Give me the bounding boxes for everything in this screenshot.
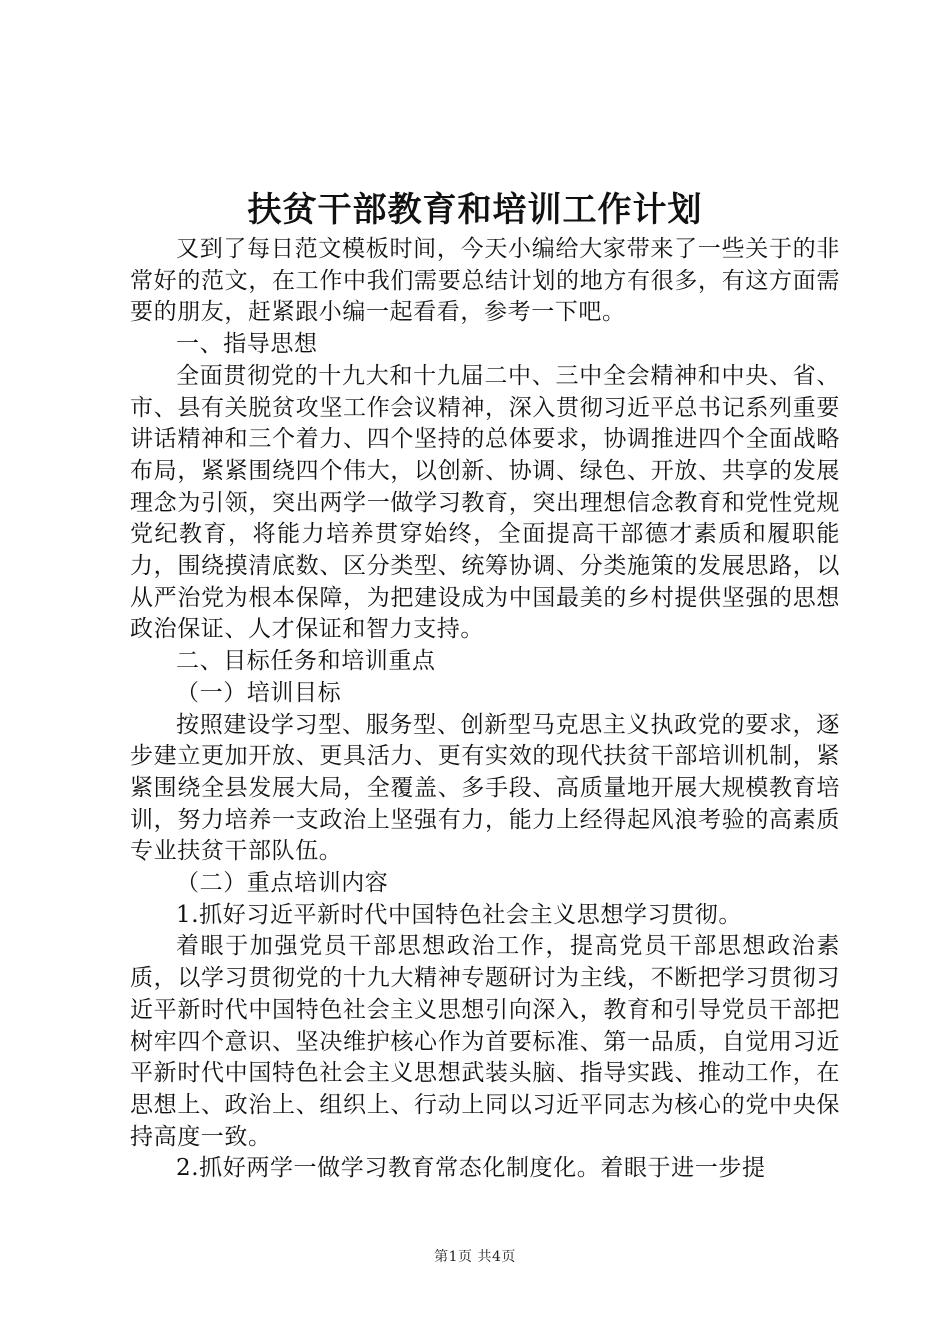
body-paragraph: 按照建设学习型、服务型、创新型马克思主义执政党的要求，逐步建立更加开放、更具活力、更有实效的现代扶贫干部培训机制，紧紧围绕全县发展大局，全覆盖、多手段、高质量地开展大规模教育培训，努力培养一支政治上坚强有力，能力上经得起风浪考验的高素质专业扶贫干部队伍。 bbox=[130, 711, 840, 865]
body-paragraph: 全面贯彻党的十九大和十九届二中、三中全会精神和中央、省、市、县有关脱贫攻坚工作会议精神，深入贯彻习近平总书记系列重要讲话精神和三个着力、四个坚持的总体要求，协调推进四个全面战略布局，紧紧围绕四个伟大，以创新、协调、绿色、开放、共享的发展理念为引领，突出两学一做学习教育，突出理想信念教育和党性党规党纪教育，将能力培养贯穿始终，全面提高干部德才素质和履职能力，围绕摸清底数、区分类型、统筹协调、分类施策的发展思路，以从严治党为根本保障，为把建设成为中国最美的乡村提供坚强的思想政治保证、人才保证和智力支持。 bbox=[130, 362, 840, 643]
document-title: 扶贫干部教育和培训工作计划 bbox=[247, 190, 703, 230]
page-number-footer: 第1页 共4页 bbox=[434, 1249, 516, 1265]
section-heading-guiding-ideology: 一、指导思想 bbox=[176, 331, 318, 358]
subsection-heading-key-content: （二）重点培训内容 bbox=[176, 870, 389, 897]
body-paragraph: 着眼于加强党员干部思想政治工作，提高党员干部思想政治素质，以学习贯彻党的十九大精神专题研讨为主线，不断把学习贯彻习近平新时代中国特色社会主义思想引向深入，教育和引导党员干部把树牢四个意识、坚决维护核心作为首要标准、第一品质，自觉用习近平新时代中国特色社会主义思想武装头脑、指导实践、推动工作，在思想上、政治上、组织上、行动上同以习近平同志为核心的党中央保持高度一致。 bbox=[130, 933, 840, 1150]
subsection-heading-training-goals: （一）培训目标 bbox=[176, 679, 342, 706]
document-body bbox=[130, 234, 840, 1185]
intro-paragraph: 又到了每日范文模板时间，今天小编给大家带来了一些关于的非常好的范文，在工作中我们需要总结计划的地方有很多，有这方面需要的朋友，赶紧跟小编一起看看，参考一下吧。 bbox=[130, 236, 840, 326]
section-heading-goals: 二、目标任务和培训重点 bbox=[176, 648, 436, 675]
list-item-heading: 2.抓好两学一做学习教育常态化制度化。着眼于进一步提 bbox=[176, 1155, 766, 1182]
list-item-heading: 1.抓好习近平新时代中国特色社会主义思想学习贯彻。 bbox=[176, 901, 742, 928]
